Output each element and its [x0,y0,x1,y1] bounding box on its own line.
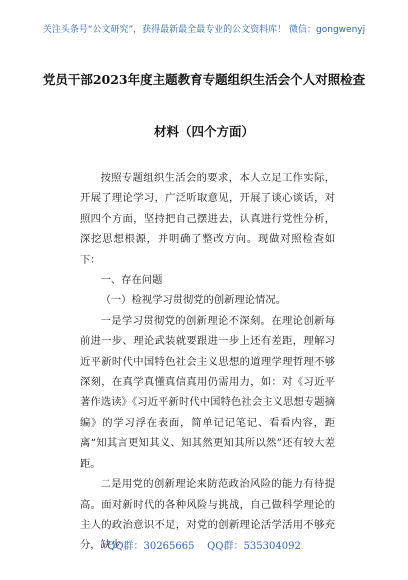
footer-qq-1: QQ群：30265665 [107,541,195,552]
document-title-line-1: 党员干部2023年度主题教育专题组织生活会个人对照检查 [42,72,366,87]
header-note: 关注头条号“公文研究”，获得最新最全最专业的公文资料库！ 微信：gongwenyj [42,25,366,35]
footer-qq-2: QQ群：535304092 [207,541,301,552]
paragraph-2: 二是用党的创新理论来防范政治风险的能力有待提高。面对新时代的各种风险与挑战，自己做科学理论的主人的政治意识不足，对党的创新理论活学活用不够充分，缺少 [80,478,335,552]
section-heading: 一、存在问题 [100,274,163,287]
footer-contact [0,537,408,552]
subsection-heading: （一）检视学习贯彻党的创新理论情况。 [100,294,286,307]
paragraph-1: 一是学习贯彻党的创新理论不深刻。在理论创新每前进一步、理论武装就要跟进一步上还有差距，理解习近平新时代中国特色社会主义思想的道理学理哲理不够深刻，在真学真懂真信真用仍需用力，如：对《习近平著作选读》《习近平新时代中国特色社会主义思想专题摘编》的学习浮在表面，简单记记笔记、看看内容，距离“知其言更知其义、知其然更知其所以然”还有较大差距。 [80,314,335,470]
document-title-line-2: 材料（四个方面） [153,124,254,139]
intro-paragraph: 按照专题组织生活会的要求，本人立足工作实际，开展了理论学习，广泛听取意见，开展了谈心谈话，对照四个方面，坚持把自己摆进去，认真进行党性分析，深挖思想根源，并明确了整改方向。现做对照检查如下： [80,172,335,266]
document-body [80,168,335,556]
